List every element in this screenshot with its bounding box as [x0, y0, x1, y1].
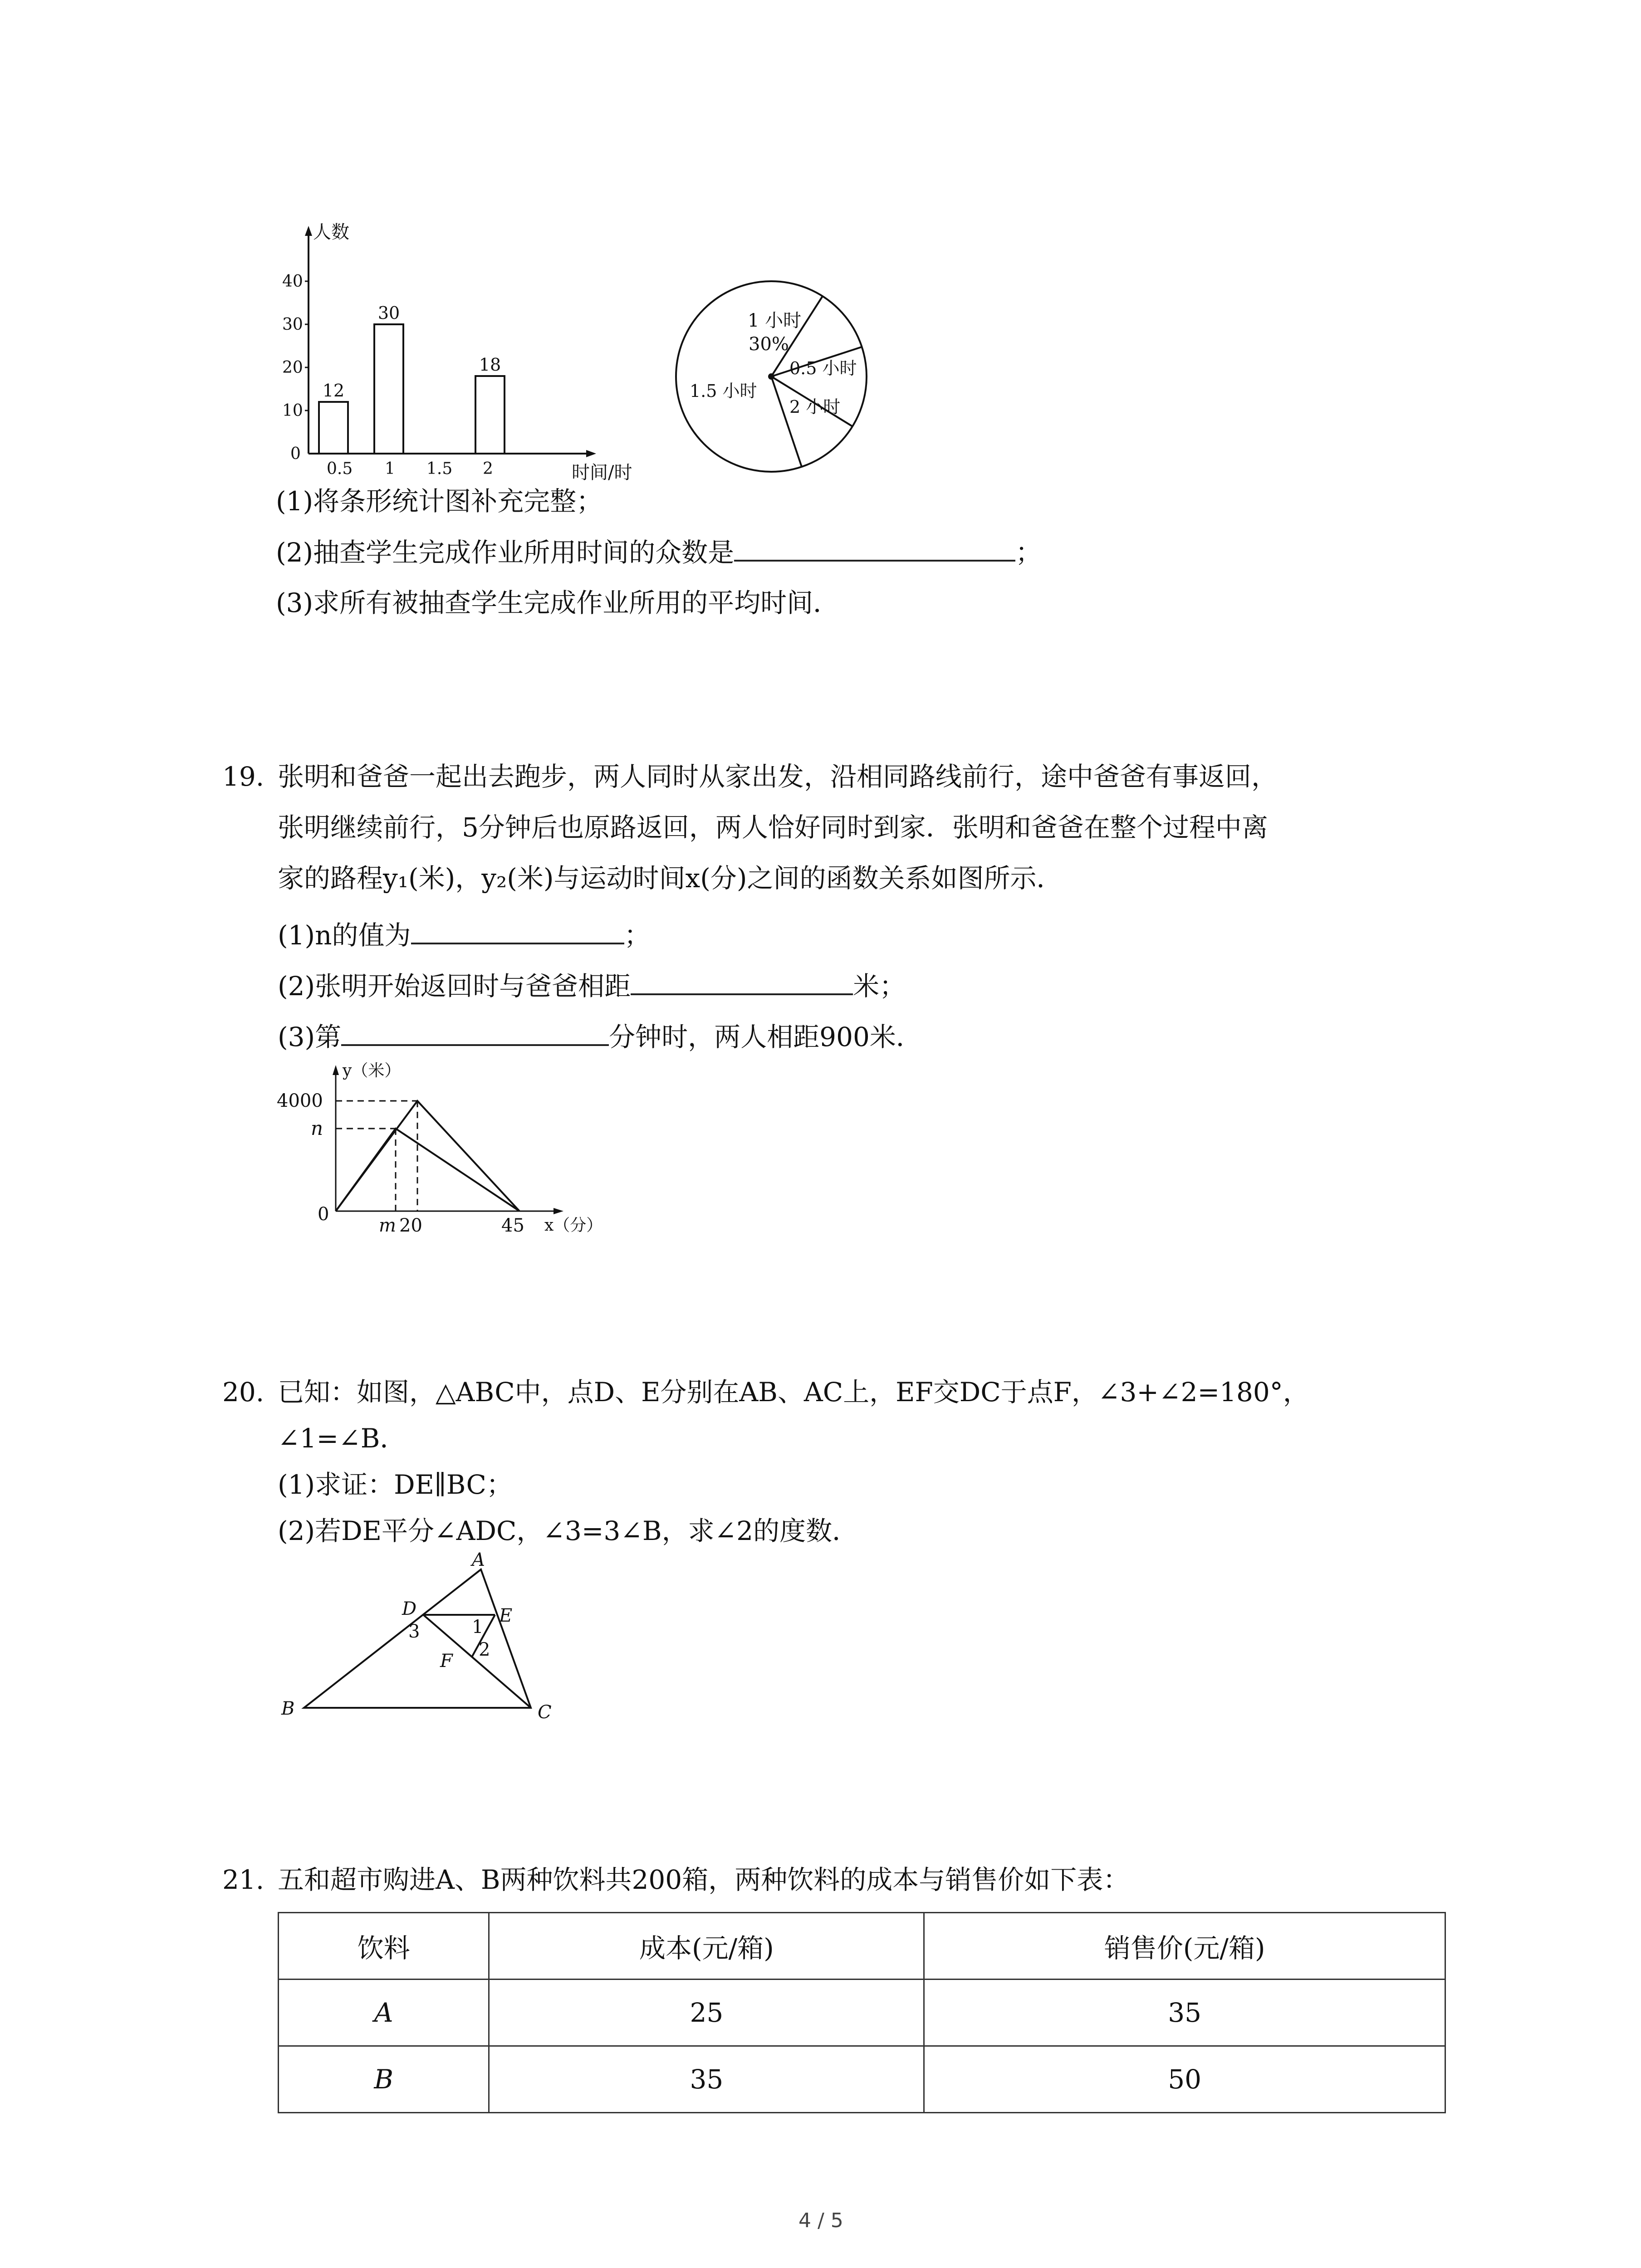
q19-part3-end: 分钟时，两人相距900米．	[609, 1022, 922, 1052]
q18-part2-end: ；	[1015, 537, 1042, 568]
q20-part1: (1)求证：DE∥BC；	[278, 1469, 513, 1500]
q19-zhangming-line	[336, 1101, 519, 1211]
q19-label-n: n	[311, 1117, 323, 1139]
q19-distance-graph	[272, 1057, 626, 1252]
table-header-cell: 销售价(元/箱)	[924, 1913, 1445, 1980]
q18-part1: (1)将条形统计图补充完整；	[276, 486, 603, 517]
x-axis-arrow-icon	[586, 450, 596, 457]
q19-label-4000: 4000	[277, 1090, 323, 1111]
bar-0.5	[319, 402, 348, 454]
angle-3: 3	[408, 1621, 420, 1642]
q19-part2	[278, 971, 906, 1002]
q20-line2: ∠1=∠B．	[278, 1423, 407, 1454]
bar-data-label: 12	[322, 381, 345, 401]
x-tick: 1.5	[426, 459, 453, 478]
y-tick: 0	[290, 445, 301, 463]
q20-line1: 已知：如图，△ABC中，点D、E分别在AB、AC上，EF交DC于点F，∠3+∠2=180°，	[278, 1377, 1309, 1408]
q19-father-line	[336, 1129, 519, 1211]
q19-part2-text: (2)张明开始返回时与爸爸相距	[278, 971, 631, 1002]
q19-y-axis-label: y（米）	[343, 1061, 401, 1080]
q19-label-m: m	[379, 1215, 396, 1236]
y-tick: 10	[282, 401, 303, 420]
q18-answer-blank-mode[interactable]	[734, 539, 1015, 562]
label-a: A	[472, 1549, 485, 1570]
page-number: 4 / 5	[798, 2209, 843, 2232]
bar-data-label: 18	[479, 355, 501, 375]
pie-label-1h-pct: 30%	[749, 334, 789, 355]
q20-part2: (2)若DE平分∠ADC，∠3=3∠B，求∠2的度数．	[278, 1515, 859, 1546]
pie-label-2h: 2 小时	[789, 397, 841, 417]
q18-part2	[276, 539, 1042, 566]
q18-part3: (3)求所有被抽查学生完成作业所用的平均时间．	[276, 587, 840, 618]
bar-2	[475, 376, 505, 454]
q19-label-45: 45	[501, 1215, 524, 1236]
table-header-cell: 饮料	[279, 1913, 489, 1980]
q19-answer-blank-minute[interactable]	[341, 1023, 609, 1046]
bar-data-label: 30	[377, 303, 400, 323]
bar-1	[374, 324, 403, 454]
label-d: D	[402, 1598, 417, 1619]
q19-line3: 家的路程y₁(米)，y₂(米)与运动时间x(分)之间的函数关系如图所示．	[278, 863, 1063, 894]
q19-part3	[278, 1023, 922, 1050]
pie-chart	[667, 272, 876, 481]
y-axis-arrow-icon	[305, 226, 312, 236]
angle-1: 1	[472, 1617, 484, 1637]
table-cell: B	[279, 2046, 489, 2113]
q18-part2-text: (2)抽查学生完成作业所用时间的众数是	[276, 537, 735, 568]
label-b: B	[281, 1698, 295, 1719]
y-axis-arrow-icon	[333, 1065, 339, 1075]
q19-part1	[278, 920, 651, 951]
y-tick: 20	[282, 358, 303, 377]
q19-part3-text: (3)第	[278, 1022, 342, 1052]
angle-2: 2	[479, 1639, 490, 1660]
q19-answer-blank-n[interactable]	[411, 922, 624, 944]
q21-number: 21.	[222, 1864, 265, 1895]
q20-triangle-figure	[272, 1547, 590, 1737]
table-cell: A	[279, 1980, 489, 2046]
q19-part1-end: ；	[624, 920, 651, 951]
q19-number: 19.	[222, 761, 265, 792]
label-f: F	[440, 1651, 453, 1672]
q19-x-axis-label: x（分）	[544, 1216, 603, 1235]
pie-label-1h: 1 小时	[748, 310, 802, 331]
q20-number: 20.	[222, 1377, 265, 1408]
q21-line1: 五和超市购进A、B两种饮料共200箱，两种饮料的成本与销售价如下表：	[278, 1864, 1130, 1895]
table-cell: 50	[924, 2046, 1445, 2113]
table-header-cell: 成本(元/箱)	[489, 1913, 924, 1980]
table-cell: 25	[489, 1980, 924, 2046]
q19-part2-end: 米；	[853, 971, 906, 1002]
x-axis-arrow-icon	[554, 1208, 563, 1214]
x-tick: 1	[385, 459, 395, 478]
q19-line2: 张明继续前行，5分钟后也原路返回，两人恰好同时到家．张明和爸爸在整个过程中离	[278, 812, 1268, 843]
y-tick: 30	[282, 315, 303, 334]
q19-label-20: 20	[399, 1215, 422, 1236]
bar-chart-ylabel: 人数	[313, 222, 349, 243]
q19-answer-blank-distance[interactable]	[631, 973, 853, 995]
bar-chart-xlabel: 时间/时	[572, 462, 632, 483]
x-tick: 2	[483, 459, 493, 478]
table-row	[279, 1980, 1445, 2046]
x-tick: 0.5	[327, 459, 353, 478]
table-header-row	[279, 1913, 1445, 1980]
q19-part1-text: (1)n的值为	[278, 920, 411, 951]
table-row	[279, 2046, 1445, 2113]
table-cell: 35	[489, 2046, 924, 2113]
label-c: C	[538, 1702, 552, 1723]
label-e: E	[499, 1605, 513, 1626]
table-cell: 35	[924, 1980, 1445, 2046]
q19-label-origin: 0	[318, 1204, 329, 1225]
pie-label-15h: 1.5 小时	[690, 381, 757, 401]
pie-label-05h: 0.5 小时	[789, 358, 857, 378]
q21-table	[278, 1912, 1446, 2113]
bar-chart	[254, 218, 662, 490]
q19-line1: 张明和爸爸一起出去跑步，两人同时从家出发，沿相同路线前行，途中爸爸有事返回，	[278, 761, 1278, 792]
y-tick: 40	[282, 272, 303, 291]
